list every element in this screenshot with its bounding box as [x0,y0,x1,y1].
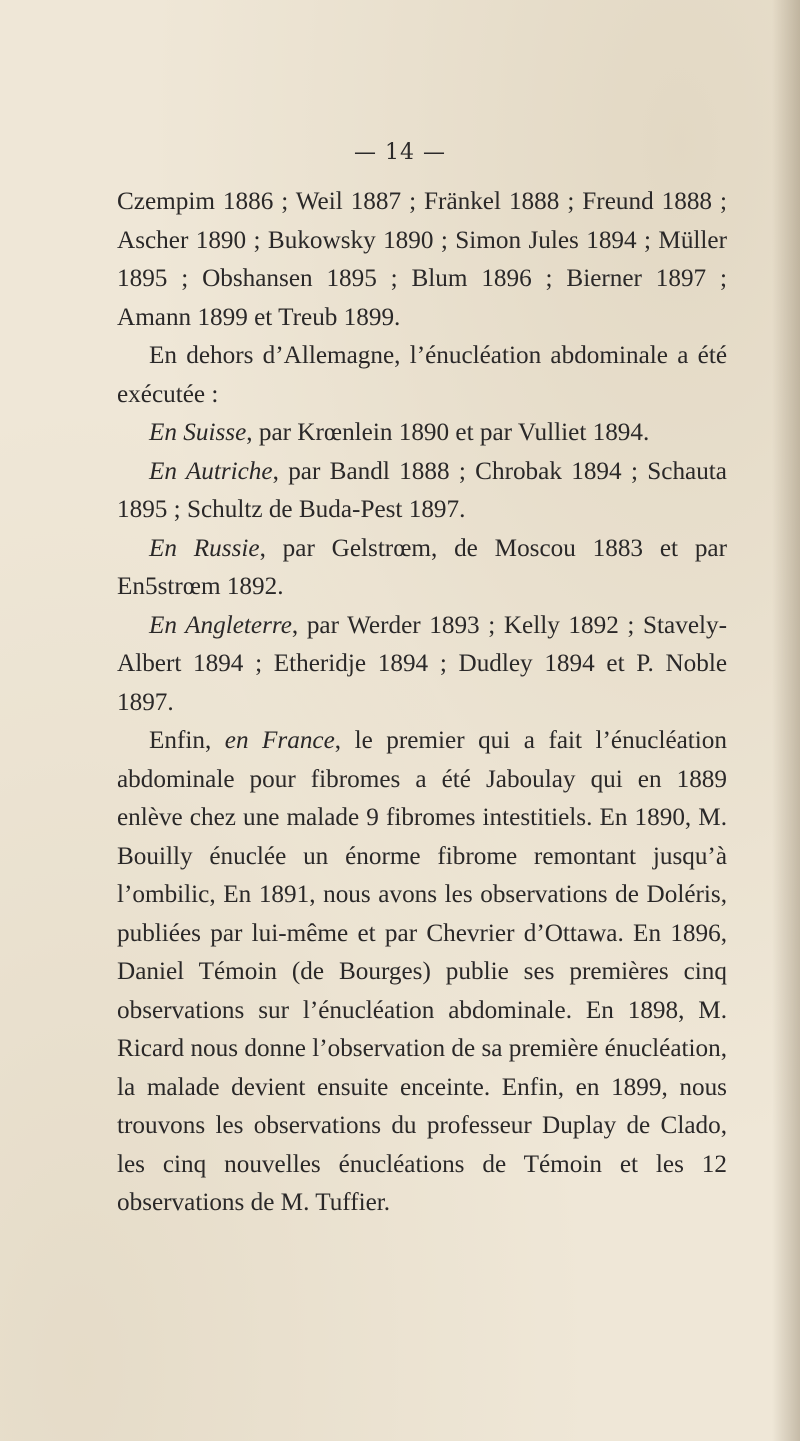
text-segment: , par Bandl 1888 ; Chrobak 1894 ; Schauta 1895 ; Schultz de Buda-Pest 1897. [117,457,727,523]
text-segment: , par Werder 1893 ; Kelly 1892 ; Stavely-Albert 1894 ; Etheridje 1894 ; Dudley 1894 et P. Noble 1897. [117,611,727,716]
page-number: — 14 — [354,140,446,165]
italic-country-label: en France [224,727,335,754]
paragraph-p3 [117,414,727,453]
italic-country-label: En Autriche [149,457,273,485]
text-segment: , par Krœnlein 1890 et par Vulliet 1894. [246,419,650,446]
body-text [117,183,727,1223]
paragraph-p4 [117,453,727,530]
text-segment: , le premier qui a fait l’énucléation abdominale pour fibromes a été Jaboulay qui en 1889 enlève chez une malade 9 fibromes intestitiels. En 1890, M. Bouilly énuclée un énorme fibrome remontant jusqu’à l’ombilic, En 1891, nous avons les observations de Doléris, publiées par lui-même et par Chevrier d’Ottawa. En 1896, Daniel Témoin (de Bourges) publie ses premières cinq observations sur l’énucléation abdominale. En 1898, M. Ricard nous donne l’observation de sa première énucléation, la malade devient ensuite enceinte. Enfin, en 1899, nous trouvons les observations du professeur Duplay de Clado, les cinq nouvelles énucléations de Témoin et les 12 observations de M. Tuffier. [117,727,727,1216]
italic-country-label: En Angleterre [149,611,292,639]
paragraph-p5 [117,530,727,607]
paragraph-p7 [117,722,727,1223]
text-segment: Enfin, [149,727,225,754]
text-segment: , par Gelstrœm, de Moscou 1883 et par En5strœm 1892. [117,534,727,600]
text-segment: Czempim 1886 ; Weil 1887 ; Fränkel 1888 ; Freund 1888 ; Ascher 1890 ; Bukowsky 1890 ; Simon Jules 1894 ; Müller 1895 ; Obshansen 1895 ; Blum 1896 ; Bierner 1897 ; Amann 1899 et Treub 1899. [117,188,727,331]
page-edge-shadow [772,0,800,1441]
italic-country-label: En Suisse [149,419,247,446]
paragraph-p2 [117,337,727,414]
paragraph-p1 [117,183,727,337]
paragraph-p6 [117,607,727,723]
text-segment: En dehors d’Allemagne, l’énucléation abdominale a été exécutée : [117,342,727,408]
italic-country-label: En Russie [149,534,260,562]
